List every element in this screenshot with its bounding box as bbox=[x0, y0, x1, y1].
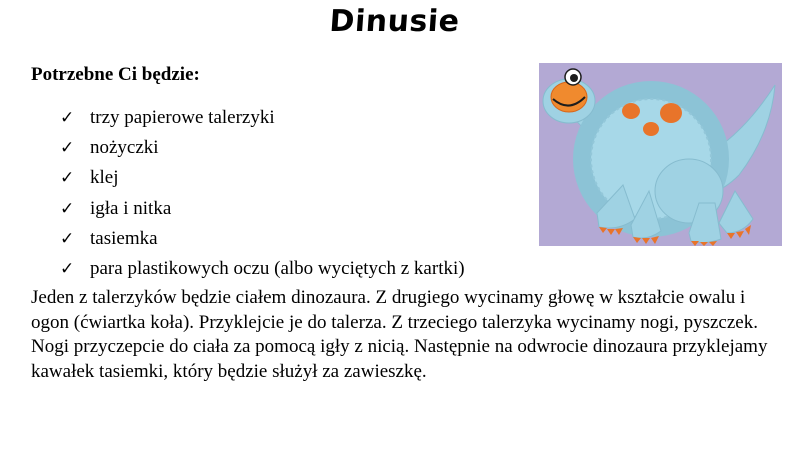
material-label: tasiemka bbox=[90, 227, 158, 249]
check-icon: ✓ bbox=[60, 138, 75, 159]
materials-list bbox=[60, 103, 465, 284]
list-item bbox=[60, 163, 465, 193]
material-label: klej bbox=[90, 167, 119, 189]
list-item bbox=[60, 133, 465, 163]
dinosaur-craft-illustration bbox=[539, 63, 782, 246]
materials-heading: Potrzebne Ci będzie: bbox=[31, 64, 200, 85]
list-item bbox=[60, 103, 465, 133]
page-title: Dinusie bbox=[328, 4, 461, 39]
material-label: igła i nitka bbox=[90, 197, 172, 219]
list-item bbox=[60, 194, 465, 224]
check-icon: ✓ bbox=[60, 259, 75, 280]
check-icon: ✓ bbox=[60, 228, 75, 249]
instructions-paragraph: Jeden z talerzyków będzie ciałem dinozaura. Z drugiego wycinamy głowę w kształcie owalu i ogon (ćwiartka koła). Przyklejcie je do talerza. Z trzeciego talerzyka wycinamy nogi, pyszczek. Nogi przyczepcie do ciała za pomocą igły z nicią. Następnie na odwrocie dinozaura przyklejamy kawałek tasiemki, który będzie służył za zawieszkę. bbox=[31, 287, 768, 382]
material-label: nożyczki bbox=[90, 137, 159, 159]
material-label: trzy papierowe talerzyki bbox=[90, 107, 275, 128]
list-item bbox=[60, 254, 465, 284]
check-icon: ✓ bbox=[60, 108, 75, 128]
check-icon: ✓ bbox=[60, 168, 75, 189]
list-item bbox=[60, 224, 465, 254]
dinosaur-craft-photo bbox=[539, 63, 782, 246]
material-label: para plastikowych oczu (albo wyciętych z kartki) bbox=[90, 258, 465, 280]
check-icon: ✓ bbox=[60, 198, 75, 219]
